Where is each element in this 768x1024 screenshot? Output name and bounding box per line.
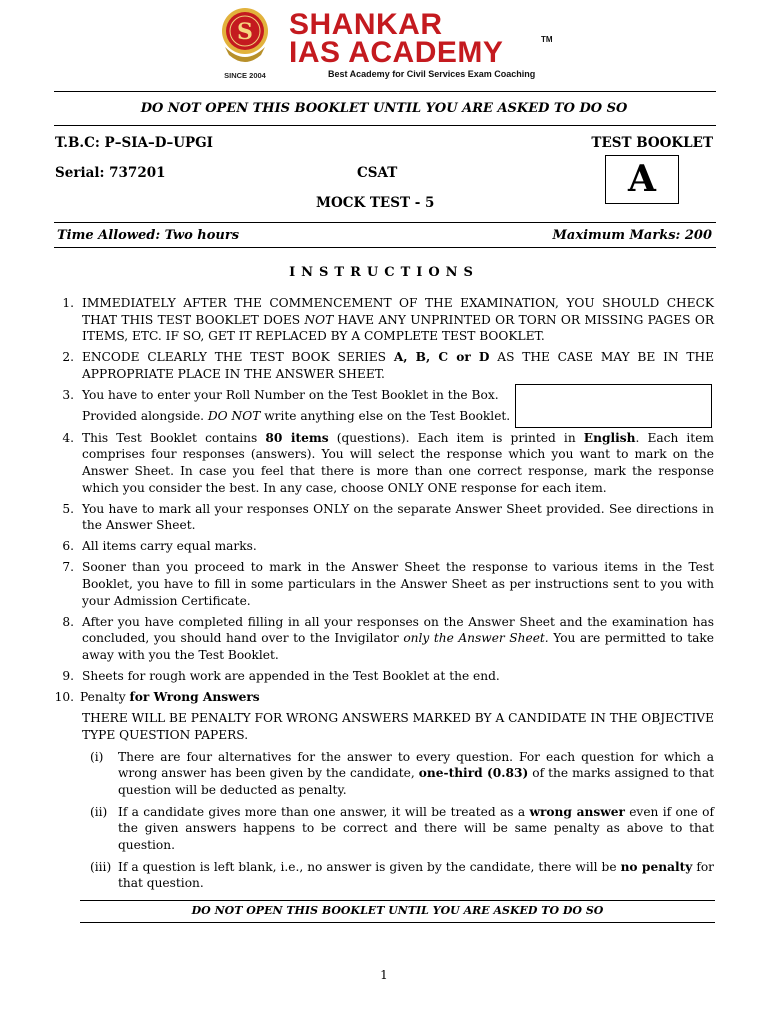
mock-test-title: MOCK TEST - 5 [316,195,435,211]
top-notice: DO NOT OPEN THIS BOOKLET UNTIL YOU ARE ASKED TO DO SO [140,101,628,116]
penalty-paragraph: THERE WILL BE PENALTY FOR WRONG ANSWERS MARKED BY A CANDIDATE IN THE OBJECTIVE TYPE QUESTION PAPERS. [82,711,714,742]
bottom-notice: DO NOT OPEN THIS BOOKLET UNTIL YOU ARE ASKED TO DO SO [191,904,604,917]
divider-bottom-top [80,900,715,901]
instruction-item-penalty: 10. Penalty for Wrong Answers [54,690,260,705]
instruction-item: 8. After you have completed filling in all your responses on the Answer Sheet and the examination has concluded, you should hand over to the Invigilator only the Answer Sheet. You are permitted to take away with you the Test Booklet. [62,614,714,663]
instruction-item: 9. Sheets for rough work are appended in the Test Booklet at the end. [62,669,500,684]
penalty-subitem: (i) There are four alternatives for the answer to every question. For each question for which a wrong answer has been given by the candidate, one-third (0.83) of the marks assigned to that question will be deducted as penalty. [90,749,715,797]
divider-time-top [54,222,716,223]
since-label: SINCE 2004 [224,71,266,80]
tagline: Best Academy for Civil Services Exam Coaching [328,69,536,79]
subject-title: CSAT [357,165,398,181]
time-allowed: Time Allowed: Two hours [57,228,240,243]
test-booklet-label: TEST BOOKLET [591,135,713,151]
svg-text:S: S [237,19,253,45]
instruction-item: 6. All items carry equal marks. [62,539,257,554]
maximum-marks: Maximum Marks: 200 [552,228,712,243]
academy-emblem-icon [221,5,269,67]
instruction-item: 3. You have to enter your Roll Number on the Test Booklet in the Box. Provided alongside. DO NOT write anything else on the Test Booklet. [62,388,511,423]
instruction-item: 2. ENCODE CLEARLY THE TEST BOOK SERIES A, B, C or D AS THE CASE MAY BE IN THE APPROPRIATE PLACE IN THE ANSWER SHEET. [62,350,714,382]
page-number: 1 [380,968,388,982]
divider-top [54,91,716,92]
serial-number: Serial: 737201 [55,165,166,181]
instruction-item: 1. IMMEDIATELY AFTER THE COMMENCEMENT OF THE EXAMINATION, YOU SHOULD CHECK THAT THIS TEST BOOKLET DOES NOT HAVE ANY UNPRINTED OR TORN OR MISSING PAGES OR ITEMS, ETC. IF SO, GET IT REPLACED BY A COMPLETE TEST BOOKLET. [62,296,714,344]
instruction-item: 4. This Test Booklet contains 80 items (questions). Each item is printed in English. Each item comprises four responses (answers). You will select the response which you want to mark on the Answer Sheet. In case you feel that there is more than one correct response, mark the response which you consider the best. In any case, choose ONLY ONE response for each item. [62,430,714,495]
penalty-subitem: (ii) If a candidate gives more than one answer, it will be treated as a wrong answer even if one of the given answers happens to be correct and there will be same penalty as above to that question. [90,804,715,853]
instructions-heading: INSTRUCTIONS [289,265,479,280]
divider-bottom [80,922,715,923]
trademark-symbol: TM [541,35,553,44]
instruction-item: 5. You have to mark all your responses ONLY on the separate Answer Sheet provided. See directions in the Answer Sheet. [62,501,714,533]
academy-logo [213,5,558,83]
brand-name-line2: IAS ACADEMY [289,36,504,69]
instruction-item: 7. Sooner than you proceed to mark in the Answer Sheet the response to various items in the Test Booklet, you have to fill in some particulars in the Answer Sheet as per instructions sent to you with your Admission Certificate. [62,560,714,608]
brand-name-line1: SHANKAR [289,8,443,41]
booklet-series-box: A [605,155,679,204]
instructions-list [54,295,714,892]
tbc-code: T.B.C: P–SIA–D–UPGI [55,135,213,151]
divider-time-bottom [54,247,716,248]
divider-notice [54,125,716,126]
penalty-subitem: (iii) If a question is left blank, i.e., no answer is given by the candidate, there will be no penalty for that question. [90,859,714,891]
